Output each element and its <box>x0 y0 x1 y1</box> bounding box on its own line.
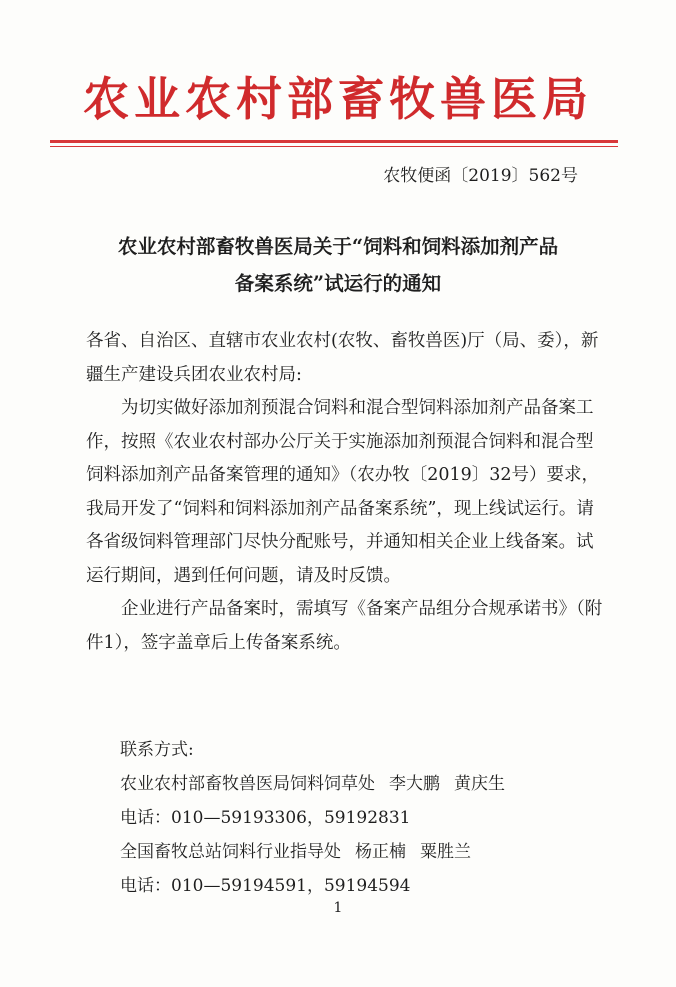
contact-office-1: 农业农村部畜牧兽医局饲料饲草处 <box>120 774 375 794</box>
recipients: 各省、自治区、直辖市农业农村(农牧、畜牧兽医)厅（局、委），新疆生产建设兵团农业农村局: <box>86 331 599 385</box>
notice-body <box>86 325 606 660</box>
notice-title <box>40 228 636 302</box>
contact-office-2: 全国畜牧总站饲料行业指导处 <box>120 842 341 862</box>
contact-person-2b: 粟胜兰 <box>420 842 471 862</box>
contact-person-2a: 杨正楠 <box>355 842 406 862</box>
contact-person-1a: 李大鹏 <box>389 774 440 794</box>
red-rule-thick <box>50 140 618 143</box>
page-number: 1 <box>333 900 343 916</box>
title-line-2: 备案系统”试运行的通知 <box>234 272 442 295</box>
contact-phone-1: 电话：010—59193306，59192831 <box>120 808 411 828</box>
contact-person-1b: 黄庆生 <box>454 774 505 794</box>
body-paragraph-1: 为切实做好添加剂预混合饲料和混合型饲料添加剂产品备案工作，按照《农业农村部办公厅关于实施添加剂预混合饲料和混合型饲料添加剂产品备案管理的通知》（农办牧〔2019〕32号）要求，我局开发了“饲料和饲料添加剂产品备案系统”，现上线试运行。请各省级饲料管理部门尽快分配账号，并通知相关企业上线备案。试运行期间，遇到任何问题，请及时反馈。 <box>86 398 600 586</box>
red-rule-thin <box>50 146 618 147</box>
body-paragraph-2: 企业进行产品备案时，需填写《备案产品组分合规承诺书》（附件1），签字盖章后上传备案系统。 <box>86 599 603 653</box>
contact-phone-2: 电话：010—59194591，59194594 <box>120 876 411 896</box>
contact-block <box>120 733 620 903</box>
contact-line-1 <box>120 767 620 801</box>
contact-line-2 <box>120 835 620 869</box>
title-line-1: 农业农村部畜牧兽医局关于“饲料和饲料添加剂产品 <box>117 235 559 258</box>
agency-masthead: 农业农村部畜牧兽医局 <box>83 72 593 126</box>
document-number: 农牧便函〔2019〕562号 <box>383 166 578 186</box>
contact-heading: 联系方式: <box>120 740 194 760</box>
